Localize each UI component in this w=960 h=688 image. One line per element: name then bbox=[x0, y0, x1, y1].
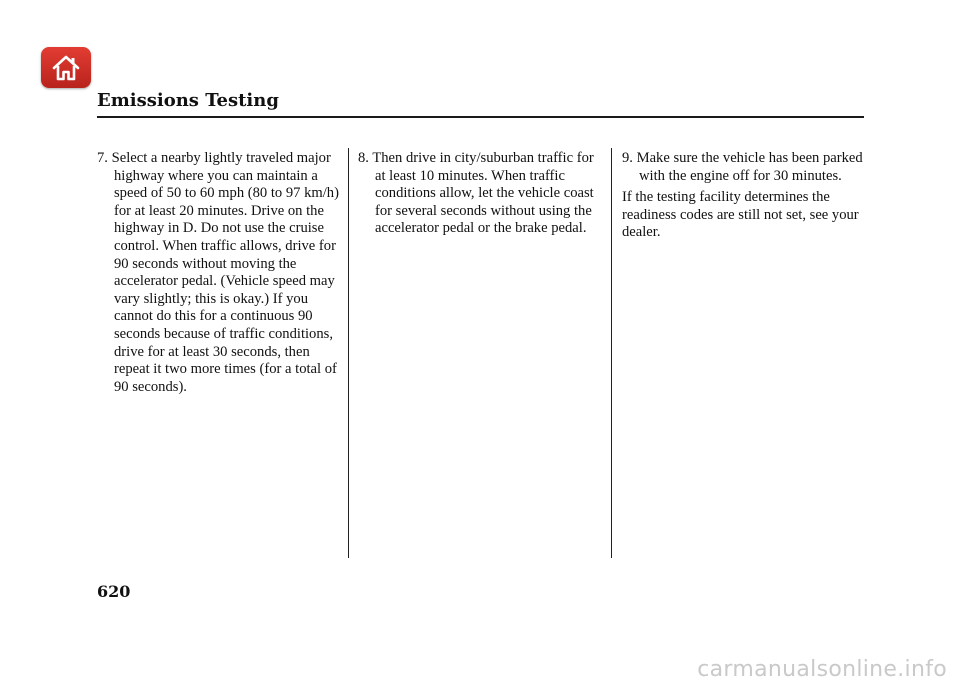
step-8: 8. Then drive in city/suburban traffic for at least 10 minutes. When traffic conditions allow, let the vehicle coast for several seconds without using the accelerator pedal or the brake pedal. bbox=[358, 150, 594, 237]
watermark: carmanualsonline.info bbox=[697, 657, 947, 682]
column-1 bbox=[97, 150, 343, 396]
step-7: 7. Select a nearby lightly traveled major highway where you can maintain a speed of 50 to 60 mph (80 to 97 km/h) for at least 20 minutes. Drive on the highway in D. Do not use the cruise control. When traffic allows, drive for 90 seconds without moving the accelerator pedal. (Vehicle speed may vary slightly; this is okay.) If you cannot do this for a continuous 90 seconds because of traffic conditions, drive for at least 30 seconds, then repeat it two more times (for a total of 90 seconds). bbox=[97, 150, 339, 395]
step-9: 9. Make sure the vehicle has been parked with the engine off for 30 minutes. bbox=[622, 150, 863, 184]
home-button[interactable] bbox=[41, 47, 91, 88]
column-2 bbox=[358, 150, 604, 238]
column-divider-2 bbox=[611, 148, 612, 558]
column-3 bbox=[622, 150, 864, 242]
page-title: Emissions Testing bbox=[97, 90, 279, 111]
home-icon bbox=[51, 54, 81, 82]
column-divider-1 bbox=[348, 148, 349, 558]
dealer-note: If the testing facility determines the readiness codes are still not set, see your dealer. bbox=[622, 189, 859, 241]
page-number: 620 bbox=[97, 582, 131, 601]
title-rule bbox=[97, 116, 864, 118]
